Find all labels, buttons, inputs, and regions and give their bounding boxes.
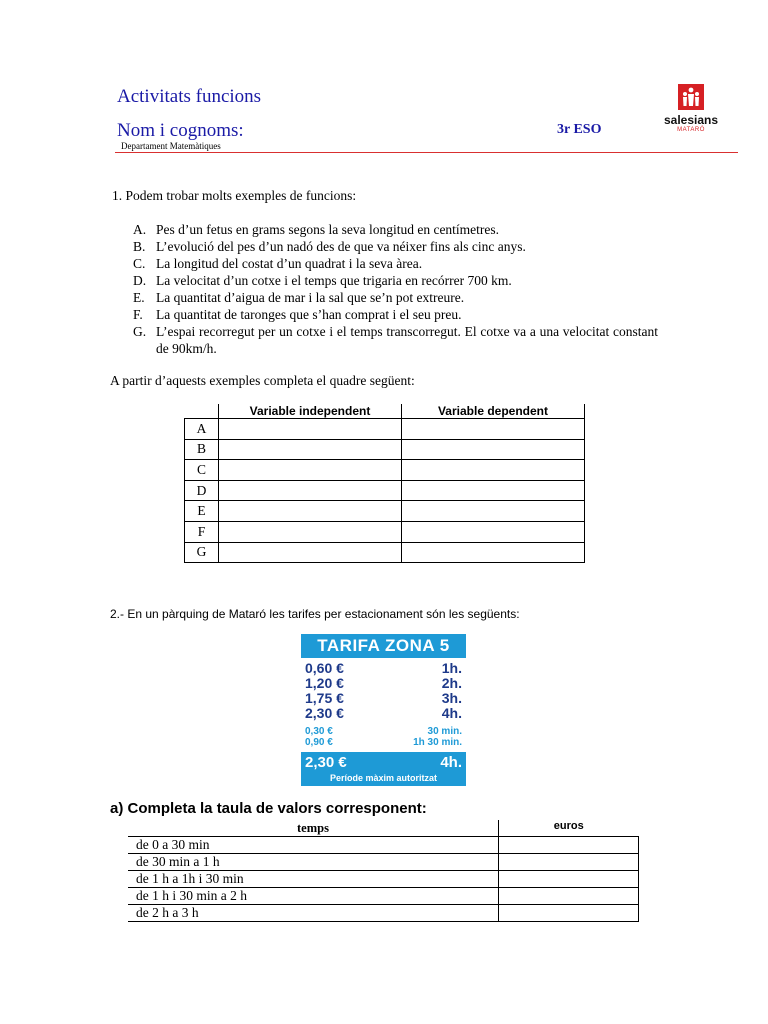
- header-dependent: Variable dependent: [402, 404, 585, 419]
- header-divider: [115, 152, 738, 153]
- time-range: de 0 a 30 min: [128, 837, 499, 854]
- tarifa-max-price: 2,30 €: [305, 754, 347, 771]
- item-text: La quantitat d’aigua de mar i la sal que se’n pot extreure.: [156, 290, 465, 305]
- department-label: Departament Matemàtiques: [121, 141, 221, 151]
- table-header-row: [185, 404, 585, 419]
- row-label: F: [185, 521, 219, 542]
- tarifa-row: [305, 691, 462, 706]
- tarifa-body: [301, 658, 466, 752]
- table-row: [128, 837, 639, 854]
- answer-cell[interactable]: [219, 521, 402, 542]
- item-text: Pes d’un fetus en grams segons la seva longitud en centímetres.: [156, 222, 500, 237]
- header-independent: Variable independent: [219, 404, 402, 419]
- tarifa-time: 1h 30 min.: [413, 737, 462, 748]
- table-row: [185, 501, 585, 522]
- item-text: La quantitat de taronges que s’han comprat i el seu preu.: [156, 307, 462, 322]
- list-item: [133, 272, 658, 289]
- list-item: [133, 238, 658, 255]
- item-text: La velocitat d’un cotxe i el temps que trigaria en recórrer 700 km.: [156, 273, 512, 288]
- tarifa-time: 2h.: [441, 675, 462, 691]
- tarifa-time: 3h.: [441, 690, 462, 706]
- tarifa-price: 0,60 €: [305, 660, 344, 676]
- table-row: [185, 460, 585, 481]
- table-row: [128, 871, 639, 888]
- tarifa-max-note: Període màxim autoritzat: [329, 773, 438, 783]
- logo-name: salesians: [663, 113, 719, 127]
- item-letter: G.: [133, 324, 147, 339]
- list-item: [133, 306, 658, 323]
- table-row: [128, 888, 639, 905]
- answer-cell[interactable]: [219, 460, 402, 481]
- exercise1-instruction: A partir d’aquests exemples completa el quadre següent:: [110, 373, 415, 388]
- header-temps: temps: [128, 820, 499, 837]
- table-corner: [185, 404, 219, 419]
- variables-table: [184, 404, 585, 563]
- examples-list: [133, 221, 658, 357]
- tarifa-max-time: 4h.: [440, 754, 462, 771]
- row-label: C: [185, 460, 219, 481]
- item-text: L’evolució del pes d’un nadó des de que va néixer fins als cinc anys.: [156, 239, 526, 254]
- page-title: Activitats funcions: [117, 86, 262, 107]
- answer-cell[interactable]: [402, 460, 585, 481]
- exercise2-prompt: 2.- En un pàrquing de Mataró les tarifes per estacionament són les següents:: [110, 607, 520, 621]
- table-row: [185, 419, 585, 440]
- answer-cell[interactable]: [402, 501, 585, 522]
- tarifa-time: 4h.: [441, 705, 462, 721]
- list-item: [133, 221, 658, 238]
- answer-cell[interactable]: [402, 521, 585, 542]
- row-label: B: [185, 439, 219, 460]
- values-table: [128, 820, 639, 922]
- answer-cell[interactable]: [219, 501, 402, 522]
- euros-cell[interactable]: [499, 871, 639, 888]
- item-letter: D.: [133, 273, 147, 288]
- exercise1-prompt: 1. Podem trobar molts exemples de funcions:: [112, 188, 357, 203]
- tarifa-footer: [301, 752, 466, 786]
- answer-cell[interactable]: [402, 480, 585, 501]
- item-letter: C.: [133, 256, 146, 271]
- euros-cell[interactable]: [499, 888, 639, 905]
- answer-cell[interactable]: [219, 419, 402, 440]
- answer-cell[interactable]: [219, 542, 402, 563]
- answer-cell[interactable]: [402, 542, 585, 563]
- tarifa-row: [305, 726, 462, 737]
- tarifa-price: 0,30 €: [305, 726, 333, 737]
- euros-cell[interactable]: [499, 837, 639, 854]
- table-row: [185, 542, 585, 563]
- table-row: [185, 521, 585, 542]
- item-text: La longitud del costat d’un quadrat i la seva àrea.: [156, 256, 423, 271]
- time-range: de 1 h i 30 min a 2 h: [128, 888, 499, 905]
- row-label: E: [185, 501, 219, 522]
- tarifa-price: 0,90 €: [305, 737, 333, 748]
- euros-cell[interactable]: [499, 854, 639, 871]
- tarifa-max-row: [305, 754, 462, 771]
- answer-cell[interactable]: [402, 439, 585, 460]
- time-range: de 2 h a 3 h: [128, 905, 499, 922]
- table-row: [185, 439, 585, 460]
- tarifa-price: 1,75 €: [305, 690, 344, 706]
- part-a-heading: a) Completa la taula de valors corresponent:: [110, 800, 427, 817]
- euros-cell[interactable]: [499, 905, 639, 922]
- salesians-logo: [660, 84, 722, 140]
- list-item: [133, 323, 658, 357]
- item-letter: F.: [133, 307, 143, 322]
- grade-label: 3r ESO: [557, 122, 602, 137]
- item-letter: A.: [133, 222, 147, 237]
- tarifa-row: [305, 661, 462, 676]
- salesians-logo-icon: [678, 84, 704, 110]
- tarifa-price: 2,30 €: [305, 705, 344, 721]
- list-item: [133, 289, 658, 306]
- answer-cell[interactable]: [402, 419, 585, 440]
- item-text: L’espai recorregut per un cotxe i el temps transcorregut. El cotxe va a una velocitat constant de 90km/h.: [156, 324, 658, 356]
- row-label: A: [185, 419, 219, 440]
- time-range: de 30 min a 1 h: [128, 854, 499, 871]
- tarifa-time: 30 min.: [427, 726, 462, 737]
- table-header-row: [128, 820, 639, 837]
- tarifa-row: [305, 706, 462, 721]
- tarifa-time: 1h.: [441, 660, 462, 676]
- item-letter: B.: [133, 239, 146, 254]
- answer-cell[interactable]: [219, 480, 402, 501]
- tarifa-sign: [301, 634, 466, 786]
- tarifa-row: [305, 737, 462, 748]
- list-item: [133, 255, 658, 272]
- answer-cell[interactable]: [219, 439, 402, 460]
- name-label: Nom i cognoms:: [117, 120, 244, 141]
- tarifa-price: 1,20 €: [305, 675, 344, 691]
- item-letter: E.: [133, 290, 145, 305]
- table-row: [128, 854, 639, 871]
- logo-city: MATARÓ: [677, 127, 705, 133]
- tarifa-title: TARIFA ZONA 5: [301, 634, 466, 658]
- tarifa-row: [305, 676, 462, 691]
- table-row: [185, 480, 585, 501]
- header-euros: euros: [499, 820, 639, 837]
- row-label: D: [185, 480, 219, 501]
- time-range: de 1 h a 1h i 30 min: [128, 871, 499, 888]
- row-label: G: [185, 542, 219, 563]
- table-row: [128, 905, 639, 922]
